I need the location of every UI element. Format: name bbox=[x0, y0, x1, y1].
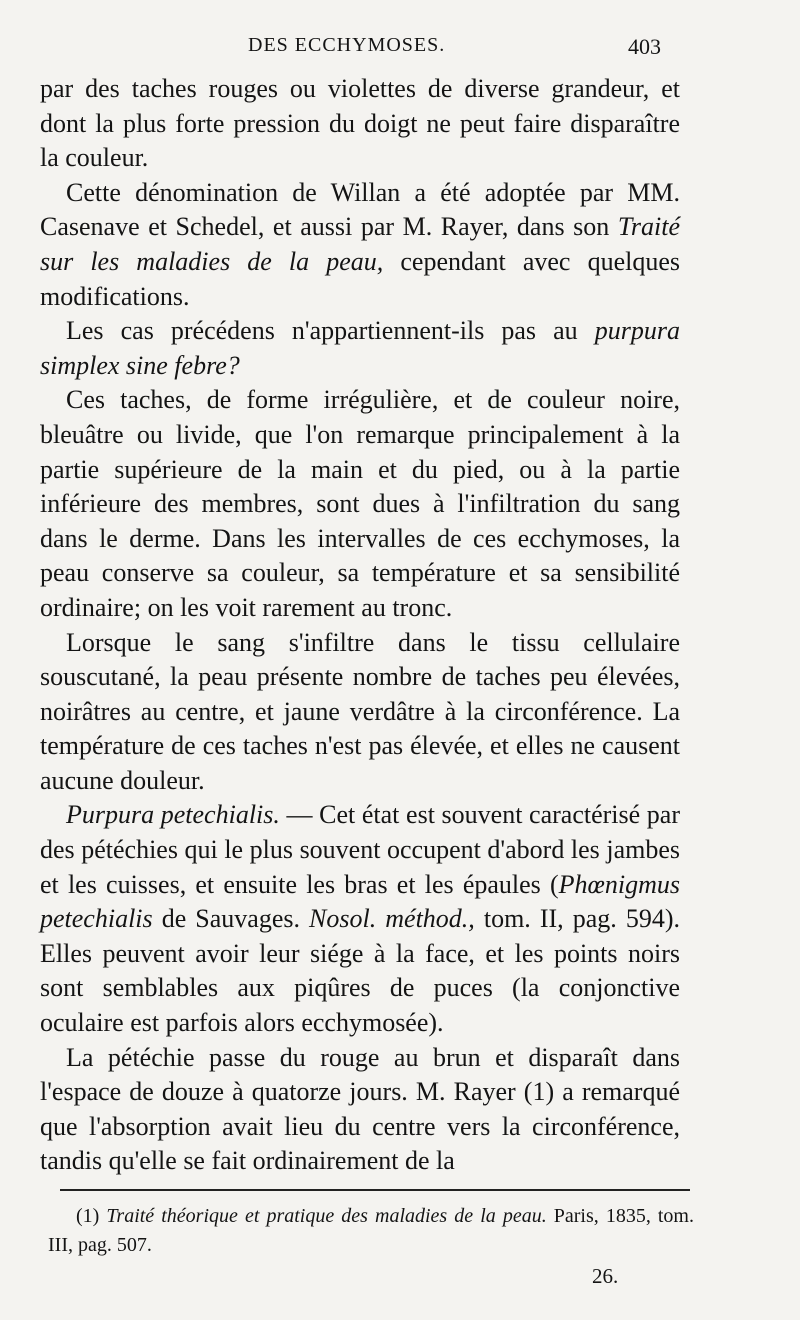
paragraph bbox=[40, 314, 680, 383]
signature-mark: 26. bbox=[592, 1264, 619, 1288]
text-span: Cette dénomination de Willan a été adoptée par MM. Casenave et Schedel, et aussi par M. Rayer, dans son bbox=[40, 177, 680, 242]
italic-span: purpura simplex sine febre? bbox=[40, 316, 680, 380]
text-span: cependant avec quelques modifications. bbox=[40, 246, 680, 311]
paragraph bbox=[40, 626, 680, 799]
page-number: 403 bbox=[628, 34, 661, 59]
italic-span: Phœnigmus petechialis bbox=[40, 869, 680, 934]
paragraph bbox=[40, 798, 680, 1040]
text-span: de Sauvages. bbox=[152, 904, 310, 934]
text-span: tom. II, pag. 594). Elles peuvent avoir leur siége à la face, et les points noirs sont semblables aux piqûres de puces (la conjonctive oculaire est parfois alors ecchymosée). bbox=[40, 904, 680, 1038]
italic-span: Traité sur les maladies de la peau, bbox=[40, 212, 680, 276]
paragraph bbox=[40, 176, 680, 314]
footnote-rule bbox=[60, 1189, 690, 1191]
paragraph bbox=[40, 383, 680, 625]
text-span: Lorsque le sang s'infiltre dans le tissu cellulaire souscutané, la peau présente nombre de taches peu élevées, noirâtres au centre, et jaune verdâtre à la circonférence. La température de ces taches n'est pas élevée, et elles ne causent aucune douleur. bbox=[40, 627, 680, 795]
text-span: La pétéchie passe du rouge au brun et disparaît dans l'espace de douze à quatorze jours. M. Rayer (1) a remarqué que l'absorption avait lieu du centre vers la circonférence, tandis qu'elle se fait ordinairement de la bbox=[40, 1042, 680, 1176]
text-span: Ces taches, de forme irrégulière, et de couleur noire, bleuâtre ou livide, que l'on remarque principalement à la partie supérieure de la main et du pied, ou à la partie inférieure des membres, sont dues à l'infiltration du sang dans le derme. Dans les intervalles de ces ecchymoses, la peau conserve sa couleur, sa température et sa sensibilité ordinaire; on les voit rarement au tronc. bbox=[40, 385, 680, 622]
paragraph bbox=[40, 72, 680, 176]
footnote bbox=[48, 1202, 694, 1260]
text-span: Les cas précédens n'appartiennent-ils pas au bbox=[66, 316, 595, 346]
italic-span: Purpura petechialis. bbox=[66, 800, 280, 830]
footnote-title: Traité théorique et pratique des maladies de la peau. bbox=[106, 1205, 547, 1227]
italic-span: Nosol. méthod., bbox=[309, 904, 475, 934]
footnote-marker: (1) bbox=[76, 1205, 107, 1227]
page-header bbox=[0, 30, 800, 66]
running-title: DES ECCHYMOSES. bbox=[248, 34, 446, 56]
body-text bbox=[40, 72, 680, 1179]
paragraph bbox=[40, 1041, 680, 1179]
text-span: par des taches rouges ou violettes de diverse grandeur, et dont la plus forte pression du doigt ne peut faire disparaître la couleur. bbox=[40, 74, 680, 173]
text-span: — Cet état est souvent caractérisé par des pétéchies qui le plus souvent occupent d'abord les jambes et les cuisses, et ensuite les bras et les épaules ( bbox=[40, 800, 680, 899]
footnote-citation: Paris, 1835, tom. III, pag. 507. bbox=[48, 1205, 694, 1256]
